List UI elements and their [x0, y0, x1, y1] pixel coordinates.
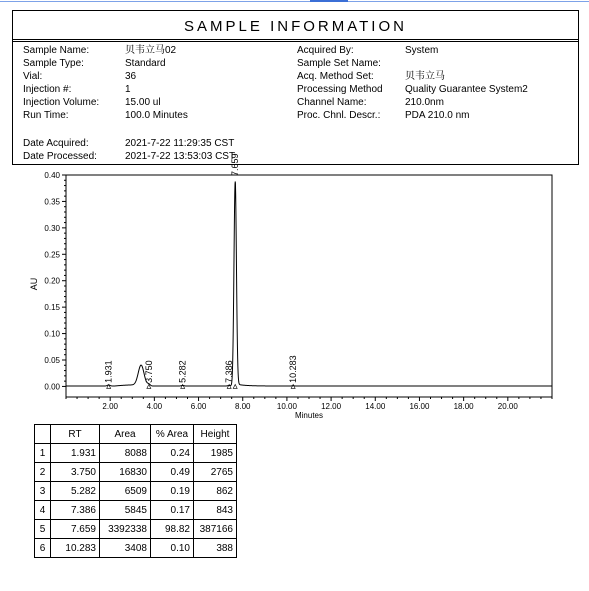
- x-tick-label: 2.00: [102, 402, 118, 411]
- info-value: Standard: [125, 58, 166, 69]
- info-label: Sample Name:: [23, 45, 90, 56]
- y-tick-label: 0.35: [44, 197, 60, 207]
- table-cell: 0.24: [151, 444, 194, 463]
- info-label: Date Acquired:: [23, 138, 89, 149]
- y-tick-label: 0.40: [44, 171, 60, 180]
- table-cell: 16830: [100, 463, 151, 482]
- x-tick-label: 8.00: [234, 402, 251, 411]
- info-value: Quality Guarantee System2: [405, 84, 528, 95]
- table-row: [35, 501, 237, 520]
- y-tick-label: 0.20: [44, 276, 60, 286]
- peak-label: 3.750: [143, 360, 154, 383]
- table-cell: 3.750: [51, 463, 100, 482]
- table-header-cell: Area: [100, 425, 151, 444]
- peak-marker: [291, 384, 295, 388]
- info-label: Proc. Chnl. Descr.:: [297, 110, 381, 121]
- chromatogram-trace: [66, 181, 552, 386]
- info-value: 2021-7-22 11:29:35 CST: [125, 138, 235, 149]
- info-value: System: [405, 45, 439, 56]
- title-divider: [13, 39, 578, 40]
- table-cell: 98.82: [151, 520, 194, 539]
- table-cell: 862: [194, 482, 237, 501]
- y-tick-label: 0.05: [44, 356, 60, 365]
- table-header-cell: [35, 425, 51, 444]
- peak-label: 10.283: [288, 355, 299, 383]
- x-tick-label: 4.00: [146, 402, 163, 411]
- table-cell: 0.17: [151, 501, 194, 520]
- y-tick-label: 0.25: [44, 250, 60, 260]
- table-cell: 0.49: [151, 463, 194, 482]
- sample-information-title: SAMPLE INFORMATION: [184, 18, 407, 35]
- table-cell: 3408: [100, 539, 151, 558]
- y-tick-label: 0.30: [44, 223, 60, 233]
- y-tick-label: 0.00: [44, 382, 60, 392]
- table-cell: 7.659: [51, 520, 100, 539]
- peak-marker: [233, 384, 237, 388]
- peak-annotations: [104, 153, 299, 388]
- info-label: Acquired By:: [297, 45, 354, 56]
- table-cell: 2765: [194, 463, 237, 482]
- info-label: Injection #:: [23, 84, 72, 95]
- x-tick-label: 6.00: [190, 402, 207, 411]
- table-row: [35, 444, 237, 463]
- info-value: 1: [125, 84, 131, 95]
- peak-label: 7.659: [230, 153, 241, 176]
- info-label: Date Processed:: [23, 151, 97, 162]
- info-label: Sample Type:: [23, 58, 84, 69]
- sample-information-box: [12, 10, 579, 165]
- x-tick-label: 12.00: [321, 402, 342, 411]
- peak-marker: [181, 384, 185, 388]
- table-cell: 1985: [194, 444, 237, 463]
- y-tick-label: 0.10: [44, 329, 60, 339]
- info-value: 贝韦立马02: [125, 45, 177, 56]
- info-label: Vial:: [23, 71, 43, 82]
- table-cell: 6: [35, 539, 51, 558]
- table-cell: 1.931: [51, 444, 100, 463]
- info-label: Injection Volume:: [23, 97, 100, 108]
- y-axis-label: AU: [29, 277, 39, 291]
- chart-axes: [66, 175, 552, 397]
- table-row: [35, 520, 237, 539]
- table-cell: 387166: [194, 520, 237, 539]
- peak-results-table: [34, 424, 237, 558]
- chart-ticks: [44, 171, 552, 411]
- info-label: Processing Method: [297, 84, 383, 95]
- table-header-row: [35, 425, 237, 444]
- table-cell: 5: [35, 520, 51, 539]
- info-value: 贝韦立马: [405, 71, 445, 82]
- x-tick-label: 20.00: [497, 402, 518, 411]
- peak-label: 5.282: [177, 360, 188, 383]
- table-header-cell: Height: [194, 425, 237, 444]
- info-value: 36: [125, 71, 137, 82]
- table-cell: 10.283: [51, 539, 100, 558]
- table-cell: 8088: [100, 444, 151, 463]
- table-cell: 0.19: [151, 482, 194, 501]
- table-cell: 5845: [100, 501, 151, 520]
- y-tick-label: 0.15: [44, 303, 60, 313]
- x-tick-label: 14.00: [365, 402, 386, 411]
- table-header-cell: RT: [51, 425, 100, 444]
- peak-label: 7.386: [224, 360, 235, 383]
- info-value: 2021-7-22 13:53:03 CST: [125, 151, 236, 162]
- info-value: 100.0 Minutes: [125, 110, 188, 121]
- table-cell: 6509: [100, 482, 151, 501]
- table-cell: 7.386: [51, 501, 100, 520]
- table-cell: 1: [35, 444, 51, 463]
- table-header-cell: % Area: [151, 425, 194, 444]
- x-tick-label: 10.00: [276, 402, 297, 411]
- table-row: [35, 482, 237, 501]
- x-tick-label: 18.00: [453, 402, 474, 411]
- top-rule: [0, 1, 589, 2]
- table-cell: 0.10: [151, 539, 194, 558]
- info-value: PDA 210.0 nm: [405, 110, 470, 121]
- table-row: [35, 463, 237, 482]
- table-cell: 388: [194, 539, 237, 558]
- table-cell: 4: [35, 501, 51, 520]
- info-value: 15.00 ul: [125, 97, 161, 108]
- info-label: Sample Set Name:: [297, 58, 381, 69]
- plot-frame: [66, 175, 552, 397]
- table-row: [35, 539, 237, 558]
- table-cell: 3392338: [100, 520, 151, 539]
- info-label: Channel Name:: [297, 97, 367, 108]
- top-link-mark: [310, 0, 348, 2]
- table-cell: 2: [35, 463, 51, 482]
- peak-label: 1.931: [103, 360, 114, 383]
- info-value: 210.0nm: [405, 97, 444, 108]
- table-cell: 3: [35, 482, 51, 501]
- table-cell: 843: [194, 501, 237, 520]
- title-divider-2: [13, 41, 578, 42]
- table-cell: 5.282: [51, 482, 100, 501]
- x-tick-label: 16.00: [409, 402, 430, 411]
- info-label: Run Time:: [23, 110, 69, 121]
- info-label: Acq. Method Set:: [297, 71, 374, 82]
- x-axis-label: Minutes: [294, 411, 324, 420]
